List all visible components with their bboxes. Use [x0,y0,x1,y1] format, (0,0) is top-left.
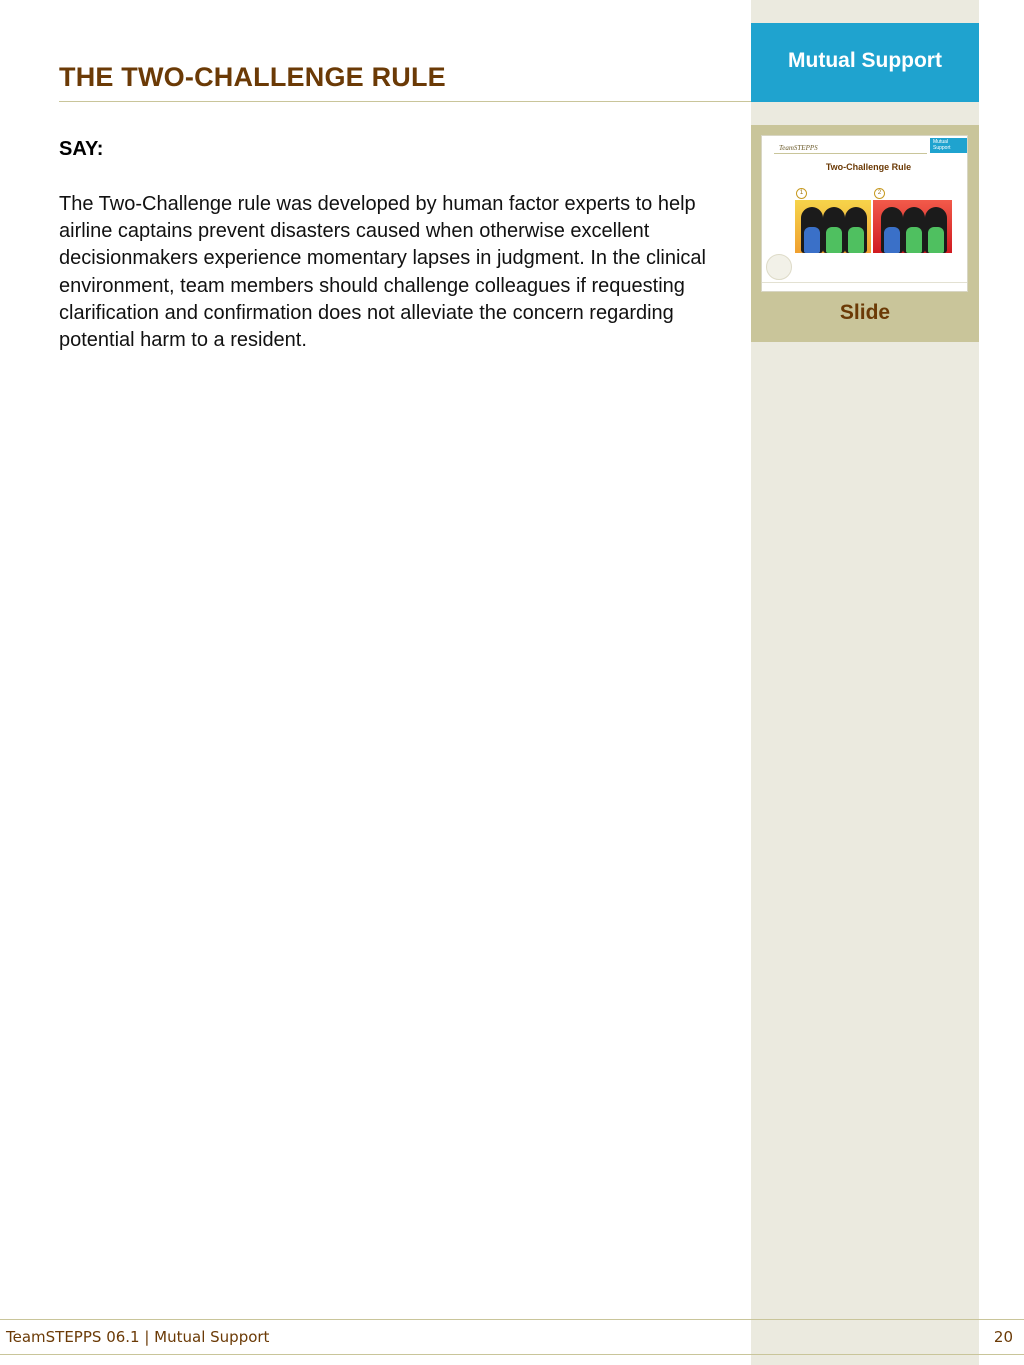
footer-text: TeamSTEPPS 06.1 | Mutual Support [6,1328,270,1346]
penguin-icon [903,207,925,253]
say-label: SAY: [59,138,104,160]
thumbnail-title: Two-Challenge Rule [825,162,912,172]
penguin-icon [823,207,845,253]
title-divider [59,101,751,102]
slide-panel [751,125,979,342]
teamstepps-logo-icon [766,254,792,280]
penguin-icon [925,207,947,253]
thumbnail-marker-1: 1 [796,188,807,199]
thumbnail-section-badge: Mutual Support [930,138,967,153]
penguin-icon [801,207,823,253]
footer-divider-bottom [0,1354,1024,1355]
penguin-icon [845,207,867,253]
slide-thumbnail [762,136,967,291]
penguin-icon [881,207,903,253]
page-number: 20 [993,1328,1013,1346]
thumbnail-brand: TeamSTEPPS [779,144,818,152]
thumbnail-marker-2: 2 [874,188,885,199]
thumbnail-panel-1 [795,200,871,253]
body-text: The Two-Challenge rule was developed by human factor experts to help airline captains prevent disasters caused when otherwise excellent decisionmakers experience momentary lapses in judgment. In the clinical environment, team members should challenge colleagues if requesting clarification and confirmation does not alleviate the concern regarding potential harm to a resident. [59,193,706,352]
thumbnail-footer-divider [762,282,967,283]
footer-divider-top [0,1319,1024,1320]
section-tab: Mutual Support [751,23,979,102]
thumbnail-divider [774,153,927,154]
thumbnail-panel-2 [873,200,952,253]
page-title: THE TWO-CHALLENGE RULE [59,62,446,92]
slide-caption: Slide [839,301,891,324]
